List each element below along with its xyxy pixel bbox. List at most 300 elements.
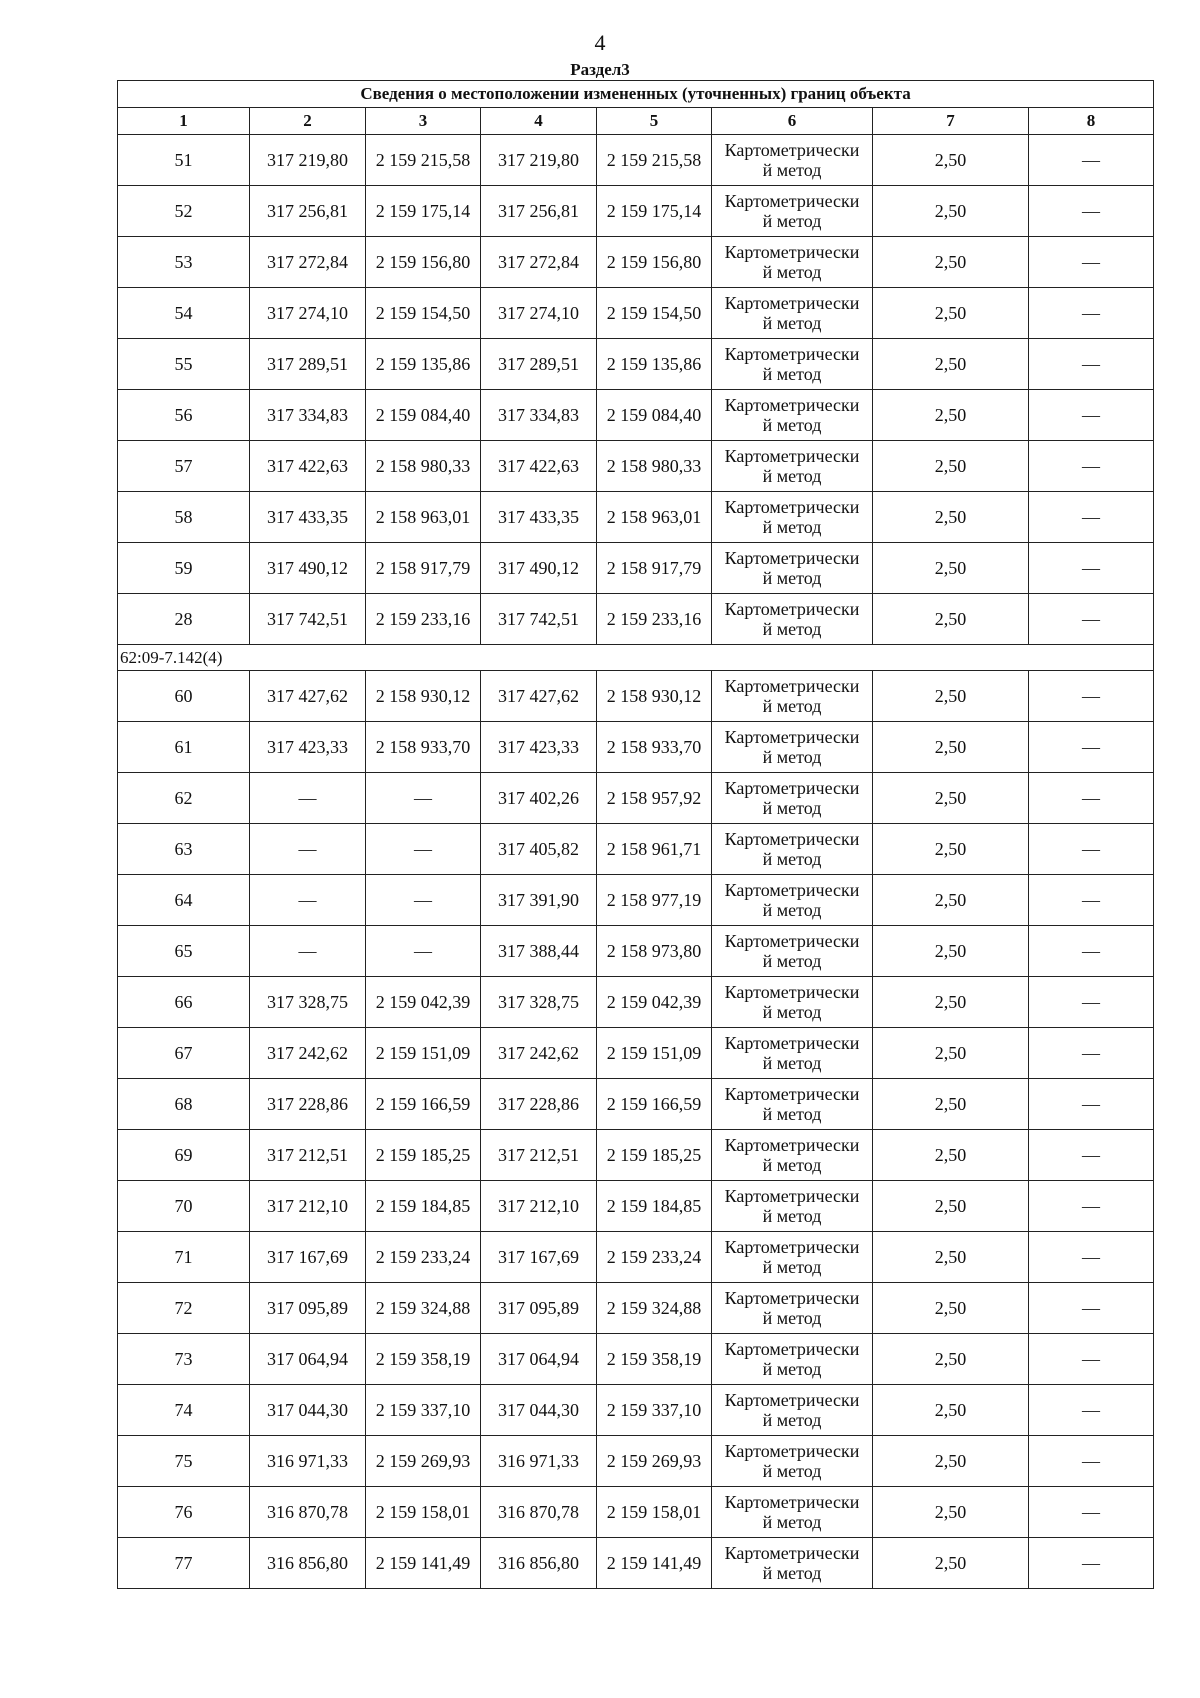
description-cell: — <box>1029 875 1154 926</box>
table-row <box>118 543 1154 594</box>
accuracy-cell: 2,50 <box>873 824 1029 875</box>
refined-y-cell: 2 159 185,25 <box>597 1130 712 1181</box>
point-number-cell: 71 <box>118 1232 250 1283</box>
method-cell <box>712 1538 873 1589</box>
method-text-line: й метод <box>762 415 822 435</box>
existing-y-cell: 2 159 184,85 <box>366 1181 481 1232</box>
method-text-line: Картометрически <box>724 727 860 747</box>
existing-y-cell: — <box>366 926 481 977</box>
refined-y-cell: 2 159 337,10 <box>597 1385 712 1436</box>
point-number-cell: 76 <box>118 1487 250 1538</box>
existing-y-cell: 2 159 151,09 <box>366 1028 481 1079</box>
table-row <box>118 773 1154 824</box>
description-cell: — <box>1029 390 1154 441</box>
refined-y-cell: 2 158 973,80 <box>597 926 712 977</box>
table-row <box>118 1283 1154 1334</box>
point-number-cell: 56 <box>118 390 250 441</box>
existing-y-cell: 2 159 166,59 <box>366 1079 481 1130</box>
point-number-cell: 65 <box>118 926 250 977</box>
description-cell: — <box>1029 1385 1154 1436</box>
method-text-line: Картометрически <box>724 446 860 466</box>
column-header: 5 <box>597 108 712 135</box>
method-text-line: й метод <box>762 1257 822 1277</box>
method-cell <box>712 824 873 875</box>
existing-y-cell: — <box>366 824 481 875</box>
existing-x-cell: 317 095,89 <box>250 1283 366 1334</box>
method-text-line: Картометрически <box>724 1186 860 1206</box>
method-cell <box>712 390 873 441</box>
method-text-line: й метод <box>762 1512 822 1532</box>
refined-y-cell: 2 159 184,85 <box>597 1181 712 1232</box>
method-cell <box>712 1385 873 1436</box>
table-row <box>118 1538 1154 1589</box>
column-header: 3 <box>366 108 481 135</box>
method-cell <box>712 671 873 722</box>
method-cell <box>712 186 873 237</box>
accuracy-cell: 2,50 <box>873 186 1029 237</box>
refined-y-cell: 2 158 961,71 <box>597 824 712 875</box>
method-text-line: Картометрически <box>724 140 860 160</box>
refined-y-cell: 2 159 166,59 <box>597 1079 712 1130</box>
method-text-line: й метод <box>762 1461 822 1481</box>
existing-y-cell: 2 159 337,10 <box>366 1385 481 1436</box>
point-number-cell: 53 <box>118 237 250 288</box>
method-cell <box>712 1130 873 1181</box>
table-row <box>118 1232 1154 1283</box>
method-cell <box>712 1436 873 1487</box>
description-cell: — <box>1029 671 1154 722</box>
method-text-line: Картометрически <box>724 1288 860 1308</box>
description-cell: — <box>1029 186 1154 237</box>
refined-x-cell: 317 212,10 <box>481 1181 597 1232</box>
method-cell <box>712 977 873 1028</box>
table-row <box>118 1028 1154 1079</box>
point-number-cell: 73 <box>118 1334 250 1385</box>
table-row <box>118 288 1154 339</box>
description-cell: — <box>1029 926 1154 977</box>
point-number-cell: 68 <box>118 1079 250 1130</box>
table-row <box>118 390 1154 441</box>
table-caption: Сведения о местоположении измененных (уточненных) границ объекта <box>118 81 1154 108</box>
accuracy-cell: 2,50 <box>873 135 1029 186</box>
method-text-line: Картометрически <box>724 778 860 798</box>
method-text-line: й метод <box>762 1104 822 1124</box>
description-cell: — <box>1029 543 1154 594</box>
refined-y-cell: 2 158 957,92 <box>597 773 712 824</box>
column-header: 7 <box>873 108 1029 135</box>
method-text-line: й метод <box>762 160 822 180</box>
point-number-cell: 62 <box>118 773 250 824</box>
refined-x-cell: 317 427,62 <box>481 671 597 722</box>
table-row <box>118 926 1154 977</box>
method-text-line: й метод <box>762 1308 822 1328</box>
method-cell <box>712 773 873 824</box>
table-row <box>118 671 1154 722</box>
method-text-line: Картометрически <box>724 344 860 364</box>
refined-x-cell: 317 064,94 <box>481 1334 597 1385</box>
existing-x-cell: 317 228,86 <box>250 1079 366 1130</box>
table-row <box>118 594 1154 645</box>
parcel-group-row <box>118 645 1154 671</box>
existing-x-cell: — <box>250 926 366 977</box>
description-cell: — <box>1029 977 1154 1028</box>
refined-y-cell: 2 158 930,12 <box>597 671 712 722</box>
refined-x-cell: 317 212,51 <box>481 1130 597 1181</box>
accuracy-cell: 2,50 <box>873 1079 1029 1130</box>
description-cell: — <box>1029 1334 1154 1385</box>
accuracy-cell: 2,50 <box>873 1538 1029 1589</box>
point-number-cell: 54 <box>118 288 250 339</box>
method-text-line: Картометрически <box>724 293 860 313</box>
column-header: 1 <box>118 108 250 135</box>
existing-x-cell: 317 212,51 <box>250 1130 366 1181</box>
existing-x-cell: — <box>250 875 366 926</box>
column-header: 2 <box>250 108 366 135</box>
refined-x-cell: 317 167,69 <box>481 1232 597 1283</box>
method-text-line: й метод <box>762 211 822 231</box>
method-text-line: й метод <box>762 1206 822 1226</box>
accuracy-cell: 2,50 <box>873 1028 1029 1079</box>
existing-y-cell: 2 159 269,93 <box>366 1436 481 1487</box>
method-text-line: й метод <box>762 262 822 282</box>
method-text-line: й метод <box>762 849 822 869</box>
description-cell: — <box>1029 441 1154 492</box>
existing-x-cell: 317 212,10 <box>250 1181 366 1232</box>
existing-x-cell: 317 256,81 <box>250 186 366 237</box>
accuracy-cell: 2,50 <box>873 1232 1029 1283</box>
method-text-line: Картометрически <box>724 1390 860 1410</box>
refined-x-cell: 317 742,51 <box>481 594 597 645</box>
existing-x-cell: 317 334,83 <box>250 390 366 441</box>
refined-x-cell: 317 272,84 <box>481 237 597 288</box>
method-cell <box>712 1487 873 1538</box>
refined-y-cell: 2 159 358,19 <box>597 1334 712 1385</box>
point-number-cell: 55 <box>118 339 250 390</box>
existing-x-cell: 317 423,33 <box>250 722 366 773</box>
refined-x-cell: 317 328,75 <box>481 977 597 1028</box>
accuracy-cell: 2,50 <box>873 1385 1029 1436</box>
method-text-line: й метод <box>762 900 822 920</box>
existing-y-cell: 2 159 141,49 <box>366 1538 481 1589</box>
method-text-line: Картометрически <box>724 676 860 696</box>
description-cell: — <box>1029 1028 1154 1079</box>
refined-x-cell: 317 256,81 <box>481 186 597 237</box>
point-number-cell: 52 <box>118 186 250 237</box>
method-cell <box>712 1028 873 1079</box>
accuracy-cell: 2,50 <box>873 1130 1029 1181</box>
existing-y-cell: 2 159 158,01 <box>366 1487 481 1538</box>
parcel-group-label: 62:09-7.142(4) <box>118 645 1154 671</box>
method-text-line: Картометрически <box>724 1492 860 1512</box>
refined-y-cell: 2 159 084,40 <box>597 390 712 441</box>
existing-x-cell: 316 971,33 <box>250 1436 366 1487</box>
existing-y-cell: 2 158 933,70 <box>366 722 481 773</box>
method-text-line: й метод <box>762 798 822 818</box>
method-text-line: Картометрически <box>724 1033 860 1053</box>
refined-y-cell: 2 159 233,16 <box>597 594 712 645</box>
description-cell: — <box>1029 1283 1154 1334</box>
description-cell: — <box>1029 1181 1154 1232</box>
existing-x-cell: 317 328,75 <box>250 977 366 1028</box>
refined-y-cell: 2 159 141,49 <box>597 1538 712 1589</box>
method-cell <box>712 1334 873 1385</box>
description-cell: — <box>1029 492 1154 543</box>
accuracy-cell: 2,50 <box>873 441 1029 492</box>
table-row <box>118 1436 1154 1487</box>
table-caption-row <box>118 81 1154 108</box>
method-text-line: й метод <box>762 1563 822 1583</box>
method-text-line: Картометрически <box>724 242 860 262</box>
point-number-cell: 61 <box>118 722 250 773</box>
method-text-line: Картометрически <box>724 548 860 568</box>
method-text-line: й метод <box>762 1410 822 1430</box>
existing-y-cell: 2 158 980,33 <box>366 441 481 492</box>
existing-y-cell: — <box>366 875 481 926</box>
description-cell: — <box>1029 339 1154 390</box>
description-cell: — <box>1029 1130 1154 1181</box>
method-cell <box>712 875 873 926</box>
method-text-line: Картометрически <box>724 1339 860 1359</box>
table-row <box>118 824 1154 875</box>
table-row <box>118 977 1154 1028</box>
method-cell <box>712 926 873 977</box>
description-cell: — <box>1029 1232 1154 1283</box>
existing-x-cell: 316 856,80 <box>250 1538 366 1589</box>
existing-y-cell: 2 158 963,01 <box>366 492 481 543</box>
existing-y-cell: 2 159 324,88 <box>366 1283 481 1334</box>
method-text-line: Картометрически <box>724 395 860 415</box>
accuracy-cell: 2,50 <box>873 671 1029 722</box>
table-row <box>118 1385 1154 1436</box>
refined-y-cell: 2 159 175,14 <box>597 186 712 237</box>
refined-x-cell: 317 242,62 <box>481 1028 597 1079</box>
point-number-cell: 66 <box>118 977 250 1028</box>
refined-x-cell: 317 422,63 <box>481 441 597 492</box>
accuracy-cell: 2,50 <box>873 1334 1029 1385</box>
existing-y-cell: 2 159 215,58 <box>366 135 481 186</box>
refined-y-cell: 2 159 135,86 <box>597 339 712 390</box>
accuracy-cell: 2,50 <box>873 1487 1029 1538</box>
accuracy-cell: 2,50 <box>873 926 1029 977</box>
point-number-cell: 58 <box>118 492 250 543</box>
column-header: 6 <box>712 108 873 135</box>
refined-y-cell: 2 159 324,88 <box>597 1283 712 1334</box>
refined-x-cell: 316 856,80 <box>481 1538 597 1589</box>
existing-x-cell: 317 274,10 <box>250 288 366 339</box>
method-text-line: й метод <box>762 1359 822 1379</box>
refined-x-cell: 317 391,90 <box>481 875 597 926</box>
accuracy-cell: 2,50 <box>873 875 1029 926</box>
table-row <box>118 135 1154 186</box>
description-cell: — <box>1029 1079 1154 1130</box>
accuracy-cell: 2,50 <box>873 237 1029 288</box>
existing-y-cell: 2 158 930,12 <box>366 671 481 722</box>
method-cell <box>712 1079 873 1130</box>
refined-x-cell: 317 402,26 <box>481 773 597 824</box>
page-number: 4 <box>594 30 606 55</box>
method-text-line: Картометрически <box>724 599 860 619</box>
refined-x-cell: 317 044,30 <box>481 1385 597 1436</box>
existing-y-cell: — <box>366 773 481 824</box>
point-number-cell: 77 <box>118 1538 250 1589</box>
refined-y-cell: 2 158 933,70 <box>597 722 712 773</box>
method-text-line: й метод <box>762 466 822 486</box>
accuracy-cell: 2,50 <box>873 1283 1029 1334</box>
method-text-line: Картометрически <box>724 880 860 900</box>
table-row <box>118 875 1154 926</box>
existing-x-cell: 317 422,63 <box>250 441 366 492</box>
method-text-line: й метод <box>762 696 822 716</box>
existing-x-cell: 317 742,51 <box>250 594 366 645</box>
method-cell <box>712 492 873 543</box>
point-number-cell: 60 <box>118 671 250 722</box>
existing-x-cell: — <box>250 773 366 824</box>
refined-y-cell: 2 159 215,58 <box>597 135 712 186</box>
method-cell <box>712 1232 873 1283</box>
accuracy-cell: 2,50 <box>873 1436 1029 1487</box>
table-row <box>118 1334 1154 1385</box>
refined-y-cell: 2 159 233,24 <box>597 1232 712 1283</box>
refined-y-cell: 2 159 156,80 <box>597 237 712 288</box>
method-text-line: й метод <box>762 364 822 384</box>
method-text-line: Картометрически <box>724 1084 860 1104</box>
existing-y-cell: 2 159 233,24 <box>366 1232 481 1283</box>
method-text-line: Картометрически <box>724 1441 860 1461</box>
accuracy-cell: 2,50 <box>873 1181 1029 1232</box>
refined-x-cell: 316 870,78 <box>481 1487 597 1538</box>
method-text-line: й метод <box>762 1053 822 1073</box>
method-cell <box>712 543 873 594</box>
table-row <box>118 186 1154 237</box>
existing-y-cell: 2 159 156,80 <box>366 237 481 288</box>
existing-x-cell: 317 064,94 <box>250 1334 366 1385</box>
point-number-cell: 70 <box>118 1181 250 1232</box>
refined-y-cell: 2 158 963,01 <box>597 492 712 543</box>
column-header-row <box>118 108 1154 135</box>
refined-y-cell: 2 159 042,39 <box>597 977 712 1028</box>
refined-y-cell: 2 159 151,09 <box>597 1028 712 1079</box>
accuracy-cell: 2,50 <box>873 722 1029 773</box>
table-row <box>118 441 1154 492</box>
refined-y-cell: 2 159 269,93 <box>597 1436 712 1487</box>
method-text-line: й метод <box>762 747 822 767</box>
refined-x-cell: 317 405,82 <box>481 824 597 875</box>
description-cell: — <box>1029 288 1154 339</box>
method-cell <box>712 237 873 288</box>
table-row <box>118 1181 1154 1232</box>
existing-y-cell: 2 159 185,25 <box>366 1130 481 1181</box>
description-cell: — <box>1029 1487 1154 1538</box>
point-number-cell: 67 <box>118 1028 250 1079</box>
accuracy-cell: 2,50 <box>873 594 1029 645</box>
refined-y-cell: 2 158 917,79 <box>597 543 712 594</box>
existing-y-cell: 2 159 175,14 <box>366 186 481 237</box>
existing-x-cell: 317 490,12 <box>250 543 366 594</box>
existing-x-cell: — <box>250 824 366 875</box>
table-row <box>118 492 1154 543</box>
method-cell <box>712 288 873 339</box>
method-cell <box>712 1283 873 1334</box>
refined-x-cell: 317 219,80 <box>481 135 597 186</box>
method-text-line: Картометрически <box>724 931 860 951</box>
existing-y-cell: 2 159 358,19 <box>366 1334 481 1385</box>
refined-x-cell: 316 971,33 <box>481 1436 597 1487</box>
point-number-cell: 75 <box>118 1436 250 1487</box>
method-text-line: Картометрически <box>724 1135 860 1155</box>
refined-x-cell: 317 228,86 <box>481 1079 597 1130</box>
existing-x-cell: 316 870,78 <box>250 1487 366 1538</box>
point-number-cell: 64 <box>118 875 250 926</box>
method-cell <box>712 722 873 773</box>
description-cell: — <box>1029 722 1154 773</box>
method-text-line: Картометрически <box>724 191 860 211</box>
accuracy-cell: 2,50 <box>873 773 1029 824</box>
method-text-line: й метод <box>762 951 822 971</box>
description-cell: — <box>1029 594 1154 645</box>
existing-y-cell: 2 159 042,39 <box>366 977 481 1028</box>
method-cell <box>712 135 873 186</box>
table-row <box>118 1079 1154 1130</box>
method-text-line: й метод <box>762 619 822 639</box>
existing-x-cell: 317 242,62 <box>250 1028 366 1079</box>
existing-x-cell: 317 044,30 <box>250 1385 366 1436</box>
refined-x-cell: 317 433,35 <box>481 492 597 543</box>
method-text-line: Картометрически <box>724 829 860 849</box>
table-row <box>118 722 1154 773</box>
refined-x-cell: 317 423,33 <box>481 722 597 773</box>
refined-x-cell: 317 334,83 <box>481 390 597 441</box>
refined-x-cell: 317 095,89 <box>481 1283 597 1334</box>
existing-y-cell: 2 158 917,79 <box>366 543 481 594</box>
point-number-cell: 72 <box>118 1283 250 1334</box>
point-number-cell: 57 <box>118 441 250 492</box>
method-text-line: Картометрически <box>724 982 860 1002</box>
section-title: Раздел3 <box>570 60 630 79</box>
table-row <box>118 339 1154 390</box>
point-number-cell: 74 <box>118 1385 250 1436</box>
boundary-coordinates-table <box>117 80 1154 1589</box>
accuracy-cell: 2,50 <box>873 543 1029 594</box>
refined-x-cell: 317 388,44 <box>481 926 597 977</box>
method-text-line: й метод <box>762 1155 822 1175</box>
existing-y-cell: 2 159 233,16 <box>366 594 481 645</box>
table-row <box>118 1487 1154 1538</box>
column-header: 4 <box>481 108 597 135</box>
method-text-line: й метод <box>762 517 822 537</box>
refined-y-cell: 2 158 977,19 <box>597 875 712 926</box>
method-cell <box>712 339 873 390</box>
accuracy-cell: 2,50 <box>873 977 1029 1028</box>
description-cell: — <box>1029 773 1154 824</box>
refined-x-cell: 317 289,51 <box>481 339 597 390</box>
method-text-line: й метод <box>762 313 822 333</box>
existing-x-cell: 317 167,69 <box>250 1232 366 1283</box>
description-cell: — <box>1029 824 1154 875</box>
point-number-cell: 69 <box>118 1130 250 1181</box>
refined-y-cell: 2 159 154,50 <box>597 288 712 339</box>
method-cell <box>712 441 873 492</box>
description-cell: — <box>1029 237 1154 288</box>
refined-x-cell: 317 274,10 <box>481 288 597 339</box>
existing-x-cell: 317 433,35 <box>250 492 366 543</box>
description-cell: — <box>1029 135 1154 186</box>
refined-x-cell: 317 490,12 <box>481 543 597 594</box>
description-cell: — <box>1029 1538 1154 1589</box>
method-text-line: Картометрически <box>724 1237 860 1257</box>
refined-y-cell: 2 159 158,01 <box>597 1487 712 1538</box>
method-cell <box>712 1181 873 1232</box>
method-text-line: Картометрически <box>724 497 860 517</box>
